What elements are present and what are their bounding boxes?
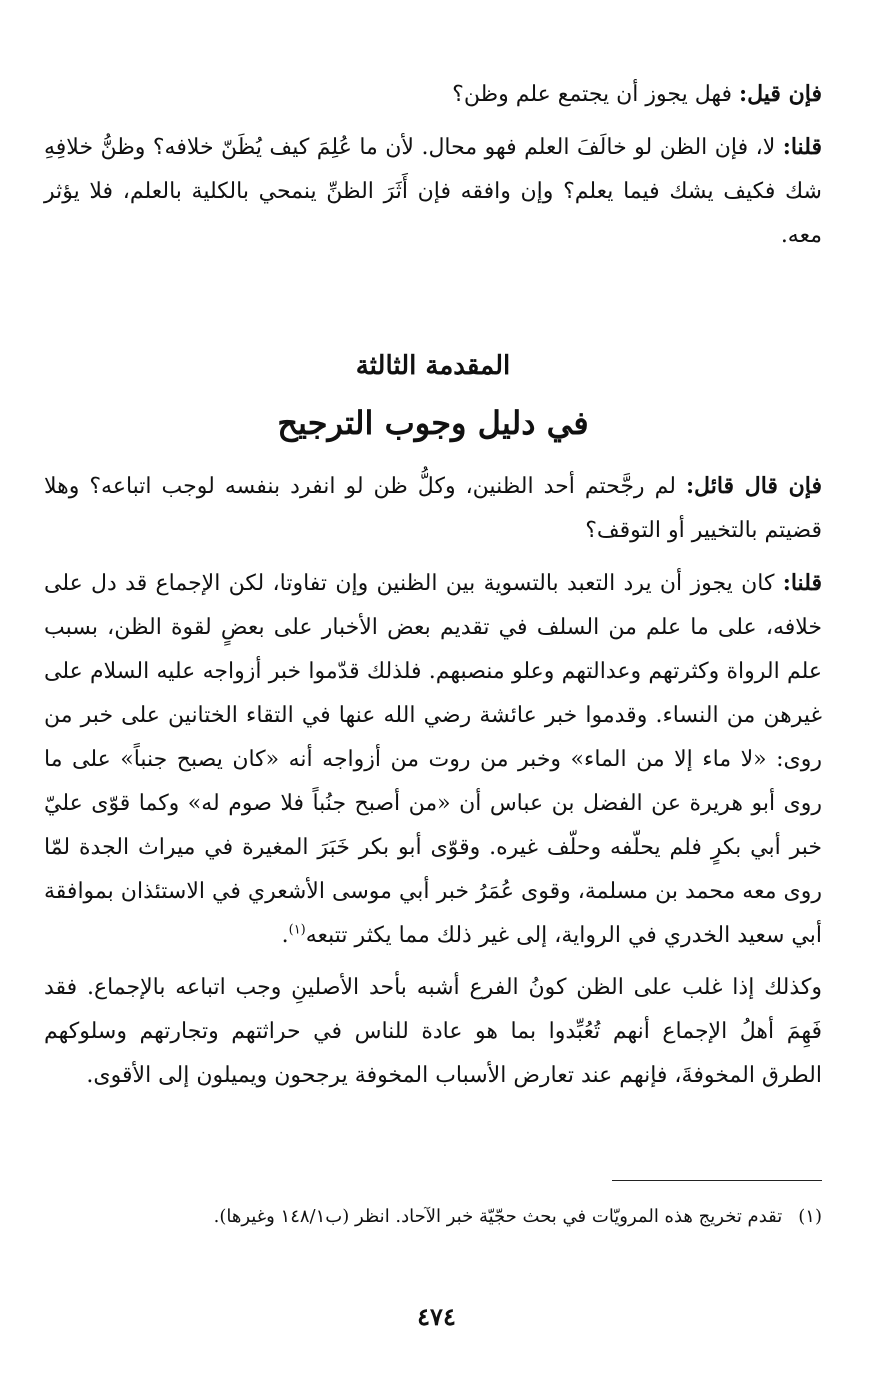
- main-text: [44, 72, 822, 1106]
- paragraph-text: وكذلك إذا غلب على الظن كونُ الفرع أشبه بأحد الأصلينِ وجب اتباعه بالإجماع. فقد فَهِمَ أهلُ الإجماع أنهم تُعُبِّدوا بما هو عادة للناس في حراثتهم وتجارتهم وسلوكهم الطرق المخوفةَ، فإنهم عند تعارض الأسباب المخوفة يرجحون ويميلون إلى الأقوى.: [44, 975, 822, 1088]
- section-heading: المقدمة الثالثة: [355, 351, 511, 381]
- paragraph-text: فهل يجوز أن يجتمع علم وظن؟: [452, 82, 740, 107]
- paragraph-lead: قلنا:: [782, 134, 822, 160]
- paragraph-text: لا، فإن الظن لو خالَفَ العلم فهو محال. لأن ما عُلِمَ كيف يُظَنّ خلافه؟ وظنُّ خلافِهِ شك فكيف يشك فيما يعلم؟ وإن وافقه فإن أَثَرَ الظنِّ ينمحي بالكلية بالعلم، فلا يؤثر معه.: [44, 135, 822, 248]
- paragraph-question-1: [44, 72, 822, 117]
- paragraph-lead: قلنا:: [782, 570, 822, 596]
- paragraph-continuation: [44, 966, 822, 1098]
- section-title: في دليل وجوب الترجيح: [277, 404, 589, 442]
- footnote-mark[interactable]: (١): [288, 922, 306, 938]
- section-gap: [44, 266, 822, 340]
- paragraph-text: لم رجَّحتم أحد الظنين، وكلُّ ظن لو انفرد بنفسه لوجب اتباعه؟ وهلا قضيتم بالتخيير أو التوقف؟: [44, 474, 822, 543]
- paragraph-lead: فإن قال قائل:: [685, 473, 822, 499]
- paragraph-answer-1: [44, 125, 822, 258]
- page-number: ٤٧٤: [417, 1302, 456, 1331]
- footnote-divider: [612, 1180, 822, 1181]
- footnote-text: تقدم تخريج هذه المرويّات في بحث حجّيّة خبر الآحاد. انظر (ب١٤٨/١ وغيرها).: [213, 1206, 783, 1227]
- paragraph-answer-2: [44, 561, 822, 958]
- footnote: [52, 1200, 822, 1234]
- paragraph-text: كان يجوز أن يرد التعبد بالتسوية بين الظنين وإن تفاوتا، لكن الإجماع قد دل على خلافه، على ما علم من السلف في تقديم بعض الأخبار على بعضٍ لقوة الظن، بسبب علم الرواة وكثرتهم وعدالتهم وعلو منصبهم. فلذلك قدّموا خبر أزواجه عليه السلام على غيرهن من النساء. وقدموا خبر عائشة رضي الله عنها في التقاء الختانين على خبر من روى: «لا ماء إلا من الماء» وخبر من روت من أزواجه أنه «كان يصبح جنباً» على ما روى أبو هريرة عن الفضل بن عباس أن «من أصبح جنُباً فلا صوم له» وكما قوّى عليّ خبر أبي بكرٍ فلم يحلّفه وحلّف غيره. وقوّى أبو بكر خَبَرَ المغيرة في ميراث الجدة لمّا روى معه محمد بن مسلمة، وقوى عُمَرُ خبر أبي موسى الأشعري في الاستئذان بموافقة أبي سعيد الخدري في الرواية، إلى غير ذلك مما يكثر تتبعه: [44, 571, 822, 948]
- paragraph-question-2: [44, 464, 822, 553]
- footnote-number: (١): [798, 1206, 822, 1227]
- paragraph-end: .: [281, 923, 289, 948]
- paragraph-lead: فإن قيل:: [739, 81, 822, 107]
